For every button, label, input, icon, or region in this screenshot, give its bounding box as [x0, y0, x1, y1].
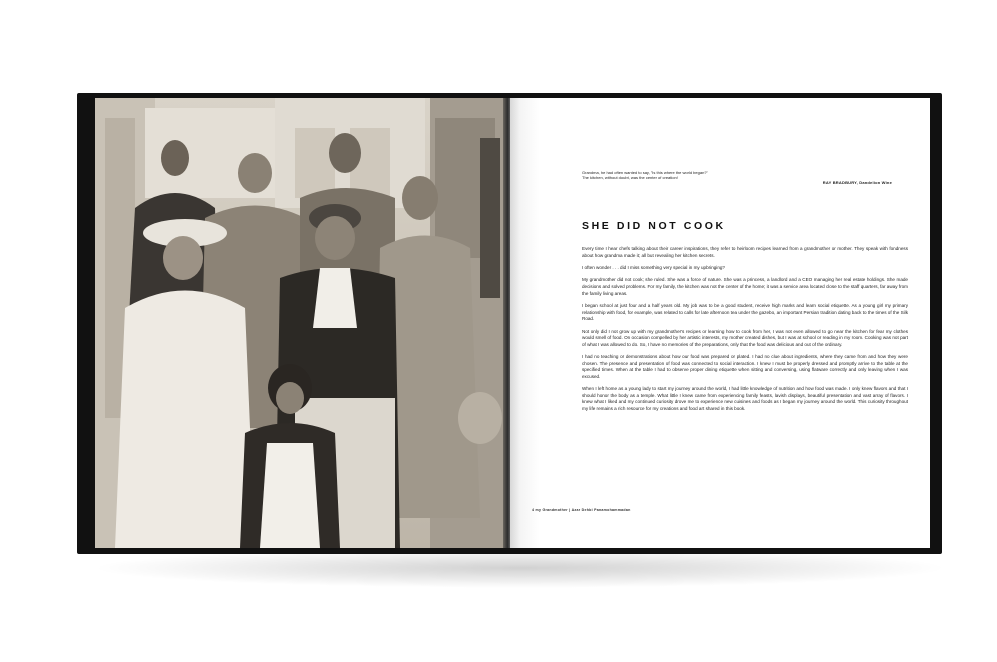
page-footer: 4 my Grandmother | Azar Dehbi Panamohammadan: [532, 508, 631, 512]
paragraph: My grandmother did not cook; she ruled. She was a force of nature. She was a princess, a landlord and a CEO managing her real estate holdings. She made decisions and solved problems. For my family, the kitchen was not the center of the home; it was a service area located close to the staff quarters, far away from the family living areas.: [582, 277, 908, 296]
paragraph: When I left home as a young lady to start my journey around the world, I had little knowledge of nutrition and how food was made. I only knew flavors and that I should honor the body as a temple. What little I knew came from experiencing family feasts, lavish displays, beautiful presentation and vast array of flavors. I knew what I liked and my continued curiosity drove me to experience new cuisines and foods as I began my journey around the world. This curiosity throughout my life remains a rich resource for my creations and food art shared in this book.: [582, 386, 908, 412]
epigraph-line: Grandma, he had often wanted to say, "Is this where the world began?": [582, 170, 708, 175]
paragraph: Every time I hear chefs talking about their career inspirations, they refer to heirloom recipes learned from a grandmother or mother. They speak with fondness about how grandma made it; all but revealing her kitchen secrets.: [582, 246, 908, 258]
epigraph-line: The kitchen, without doubt, was the center of creation!: [582, 175, 678, 181]
epigraph-attribution: RAY BRADBURY, Dandelion Wine: [822, 180, 892, 186]
paragraph: Not only did I not grow up with my grandmother's recipes or learning how to cook from her, I was not even allowed to go near the kitchen for fear my clothes would smell of food. On occasion compelled by her artistic interests, my mother created dishes, but I was at school or reading in my room. Cooking was not part of what I was allowed to do. So, I have no memories of the preparations, only that the food was delicious and out of the ordinary.: [582, 328, 908, 347]
epigraph: [582, 170, 892, 186]
paragraph: I often wonder . . . did I miss something very special in my upbringing?: [582, 264, 725, 270]
book-shadow: [90, 548, 950, 588]
paragraph: I began school at just four and a half years old. My job was to be a good student, receive high marks and learn social etiquette. As a young girl my primary relationship with food, for example, was related to calls for late afternoon tea under the gazebo, an important Persian tradition dating back to the times of the Silk Road.: [582, 302, 908, 322]
left-page-photo: [95, 98, 504, 548]
right-page: [510, 98, 930, 548]
paragraph: I had no teaching or demonstrations about how our food was prepared or plated. I had no clue about ingredients, where they came from and how they were chosen. The presence and presentation of food was connected to social interaction. I knew I must be properly dressed and promptly arrive to the table at the specified times. When at the table I had to observe proper dining etiquette when sitting and conversing, using flatware correctly and only leaving when I was excused.: [582, 354, 908, 379]
family-photograph: [95, 98, 504, 548]
chapter-title: SHE DID NOT COOK: [582, 220, 726, 232]
body-text: [582, 246, 908, 418]
